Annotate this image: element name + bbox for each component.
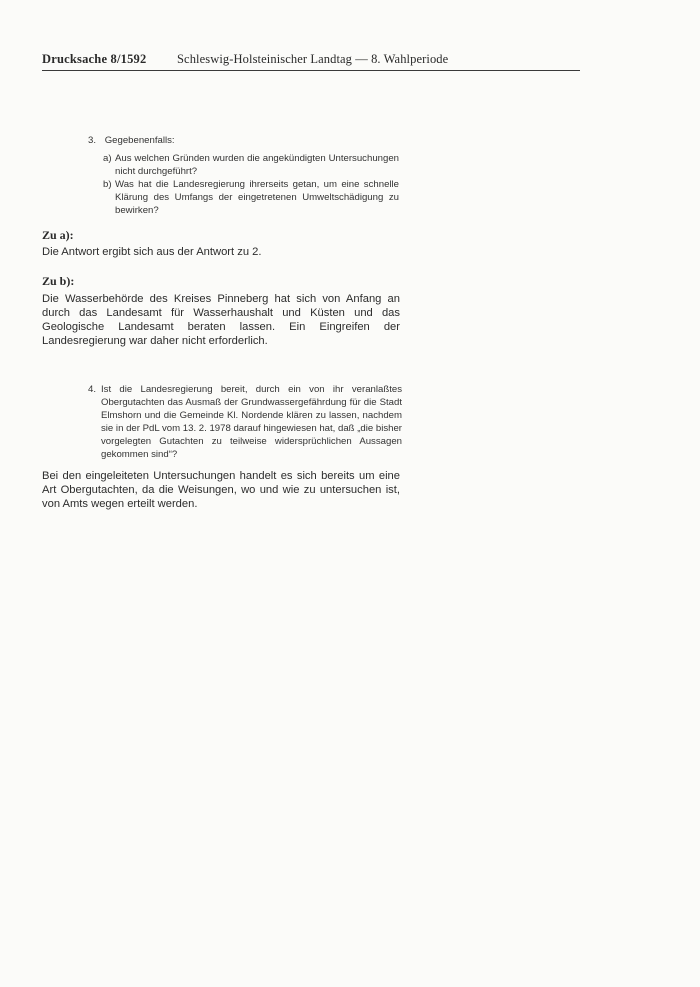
document-number: Drucksache 8/1592	[42, 52, 147, 66]
question-3a-text: Aus welchen Gründen wurden die angekündigten Untersuchungen nicht durchgeführt?	[115, 153, 399, 177]
answer-a-text: Die Antwort ergibt sich aus der Antwort zu 2.	[42, 246, 262, 258]
header-title: Schleswig-Holsteinischer Landtag — 8. Wahlperiode	[177, 52, 449, 66]
question-4-text: Ist die Landesregierung bereit, durch ein von ihr veranlaßtes Obergutachten das Ausmaß der Grundwassergefährdung für die Stadt Elmshorn und die Gemeinde Kl. Nordende klären zu lassen, nachdem sie in der PdL vom 13. 2. 1978 darauf hingewiesen hat, daß „die bisher vorgelegten Gutachten zu teilweise widersprüchlichen Aussagen gekommen sind“?	[101, 384, 402, 460]
question-3b-marker: b)	[103, 179, 112, 190]
question-3a	[103, 152, 399, 178]
question-3	[88, 134, 408, 147]
page-header	[42, 52, 580, 71]
question-4-number: 4.	[88, 384, 97, 395]
question-3-number: 3.	[88, 135, 97, 146]
question-3a-marker: a)	[103, 153, 112, 164]
question-4	[88, 383, 402, 461]
answer-b-heading: Zu b):	[42, 274, 75, 288]
answer-a-heading: Zu a):	[42, 228, 74, 242]
question-3b-text: Was hat die Landesregierung ihrerseits getan, um eine schnelle Klärung des Umfangs der eingetretenen Umweltschädigung zu bewirken?	[115, 179, 399, 216]
question-3b	[103, 178, 399, 217]
question-3-intro: Gegebenenfalls:	[104, 135, 175, 146]
answer-4-text: Bei den eingeleiteten Untersuchungen handelt es sich bereits um eine Art Obergutachten, da die Weisungen, wo und wie zu untersuchen ist, von Amts wegen erteilt werden.	[42, 470, 400, 510]
answer-b-text: Die Wasserbehörde des Kreises Pinneberg hat sich von Anfang an durch das Landesamt für Wasserhaushalt und Küsten und das Geologische Landesamt beraten lassen. Ein Eingreifen der Landesregierung war daher nicht erforderlich.	[42, 293, 400, 347]
